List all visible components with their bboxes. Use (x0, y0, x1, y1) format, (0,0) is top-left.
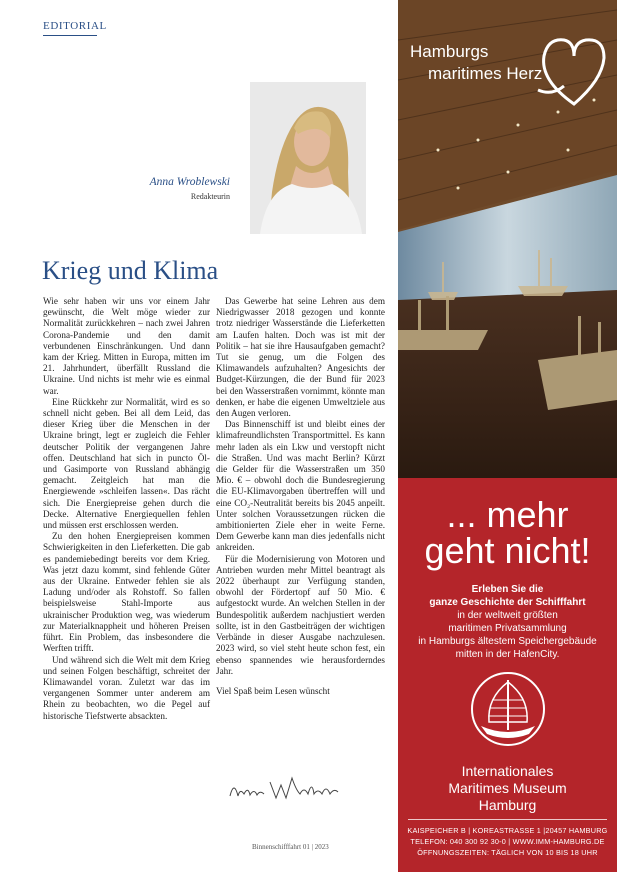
ad-tagline-3: in der weltweit größten (457, 610, 558, 621)
divider (408, 819, 607, 820)
section-label: EDITORIAL (43, 20, 107, 32)
brand-line-2: maritimes Herz (428, 64, 543, 83)
rope-heart-logo (534, 26, 614, 112)
author-name: Anna Wroblewski (149, 176, 230, 188)
ad-tagline-5: in Hamburgs ältestem Speichergebäude (418, 636, 597, 647)
article-column-2 (216, 296, 385, 697)
paragraph: Zu den hohen Energiepreisen kommen Schwierigkeiten in den Lieferketten. Die gab es pandemiebedingt bereits vor dem Krieg. Was jetzt dazu kommt, sind fehlende Güter aus der Ukraine. Entweder fehlen sie als Ladung und/oder als Rohstoff. So fallen beispielsweise Stahl-Importe aus ukrainischer Produktion weg, was wiederum zur Materialknappheit und höheren Preisen führt. Ein Problem, das insbesondere die Werften trifft. (43, 531, 210, 654)
section-label-underline (43, 35, 97, 36)
ad-tagline-2: ganze Geschichte der Schifffahrt (429, 597, 586, 608)
paragraph: Das Gewerbe hat seine Lehren aus dem Niedrigwasser 2018 gezogen und konnte trotz niedriger Wasserstände die Lieferketten am Laufen halten. Doch was ist mit der Politik – hat sie ihre Hausaufgaben gemacht? Tut sie genug, um die Folgen des Klimawandels aufzuhalten? Angesichts der Budget-Kürzungen, die der Bund für 2023 bei den Wasserstraßen vornimmt, könnte man denken, er habe die eigenen Umweltziele aus den Augen verloren. (216, 296, 385, 419)
ad-tagline-6: mitten in der HafenCity. (455, 649, 560, 660)
paragraph: Für die Modernisierung von Motoren und Antrieben wurden mehr Mittel beantragt als 2022 überhaupt zur Verfügung standen, obwohl der Fördertopf auf 50 Mio. € aufgestockt wurde. An welchen Stellen in der Bundespolitik außerdem nachjustiert werden sollte, ist in den Gastbeiträgen der wichtigen Verbände in dieser Ausgabe nachzulesen. 2023 wird, so viel steht heute schon fest, ein ebenso spannendes wie herausforderndes Jahr. (216, 553, 385, 676)
paragraph: Eine Rückkehr zur Normalität, wird es so schnell nicht geben. Bei all dem Leid, das dieser Krieg über die Menschen in der Ukraine bringt, legt er zugleich die Fehler deutscher Politik der vergangenen Jahre offen. Deutschland hat sich in puncto Öl- und Gasimporte von Russland abhängig gemacht. Zeitgleich hat man die Energiewende »schleifen lassen«. Das rächt sich. Die Energiepreise gehen durch die Decke. Alternative Energiequellen fehlen und müssen erst erschlossen werden. (43, 396, 210, 531)
brand-line-1: Hamburgs (410, 42, 489, 61)
museum-name-line-3: Hamburg (478, 797, 537, 813)
paragraph: Und während sich die Welt mit dem Krieg und seinen Folgen beschäftigt, schreitet der Klimawandel voran. Zuletzt war das im vergangenen Sommer unter anderem am Rhein zu beobachten, wo die Pegel auf historische Tiefstwerte absackten. (43, 654, 210, 721)
closing-line: Viel Spaß beim Lesen wünscht (216, 685, 330, 696)
museum-address: KAISPEICHER B | KOREASTRASSE 1 |20457 HAMBURG (407, 826, 608, 835)
ad-tagline-4: maritimen Privatsammlung (448, 623, 567, 634)
article-column-1 (43, 296, 210, 722)
paragraph: Wie sehr haben wir uns vor einem Jahr gewünscht, die Welt möge wieder zur Normalität zurückkehren – nach zwei Jahren Corona-Pandemie und den damit verbundenen Einschränkungen. Und dann kam der Krieg. Mitten in Europa, mitten im 21. Jahrhundert, überfällt Russland die Ukraine. Und nichts ist mehr wie es einmal war. (43, 296, 210, 396)
handwritten-signature (226, 770, 346, 804)
museum-opening-hours: ÖFFNUNGSZEITEN: TÄGLICH VON 10 BIS 18 UHR (417, 848, 598, 857)
ad-headline-line-1: ... mehr (446, 494, 569, 535)
ad-tagline-1: Erleben Sie die (471, 584, 544, 595)
paragraph: Das Binnenschiff ist und bleibt eines der klimafreundlichsten Transportmittel. Es kann mehr laden als ein Lkw und verstopft nicht die Straßen. Und was macht Berlin? Kürzt die Gelder für die Wasserstraßen um 350 Mio. € – obwohl doch die Bundesregierung die EU-Klimavorgaben übertreffen will und eine CO₂-Neutralität bereits bis 2045 anpeilt. Unter solchen Voraussetzungen rücken die ambitionierten Ziele eher in weite Ferne. Dem Gewerbe kann man dies jedenfalls nicht ankreiden. (216, 419, 385, 553)
ad-headline-line-2: geht nicht! (424, 530, 591, 571)
author-role: Redakteurin (190, 192, 230, 201)
museum-name-line-1: Internationales (461, 763, 554, 779)
museum-contact: TELEFON: 040 300 92 30-0 | WWW.IMM-HAMBURG.DE (410, 837, 605, 846)
page-footer: Binnenschifffahrt 01 | 2023 (252, 843, 329, 851)
museum-name-line-2: Maritimes Museum (448, 780, 567, 796)
museum-emblem-icon (469, 670, 547, 748)
author-portrait (250, 82, 366, 234)
article-headline: Krieg und Klima (42, 256, 219, 285)
museum-advertisement (398, 0, 617, 872)
